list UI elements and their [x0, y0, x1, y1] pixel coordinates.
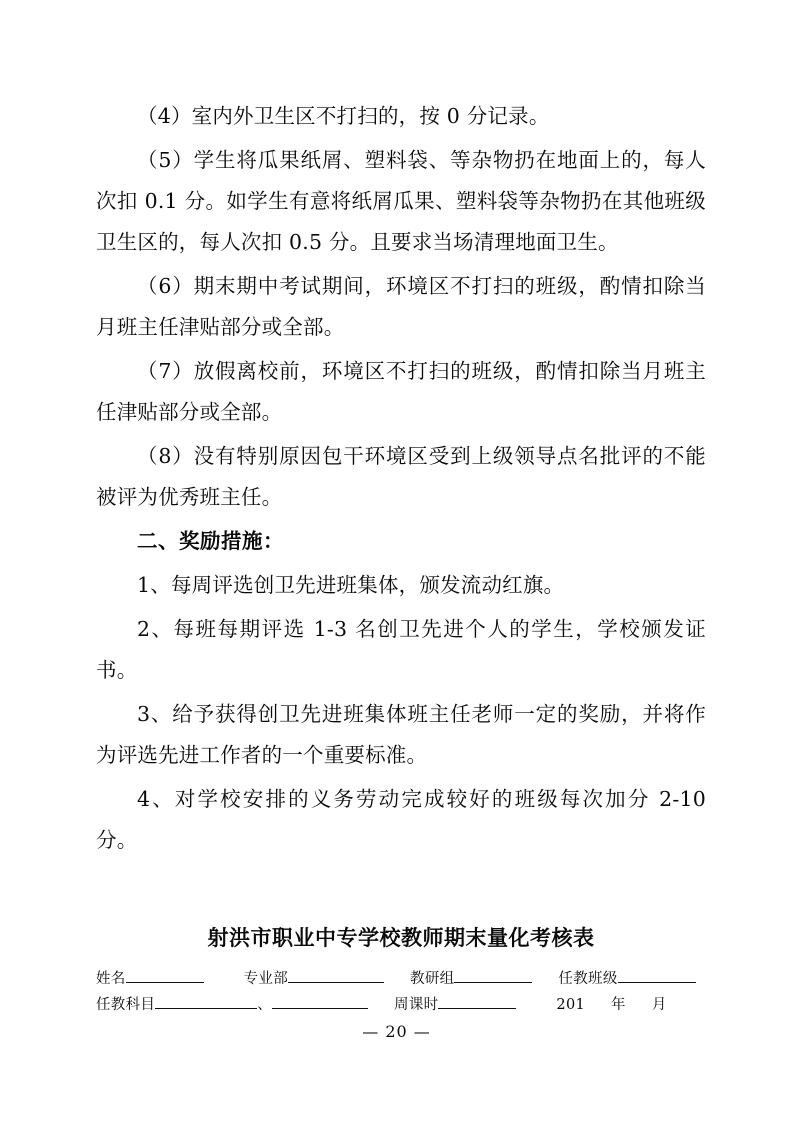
form-separator: 、: [257, 997, 273, 1013]
form-field-weekly-hours[interactable]: [438, 993, 516, 1009]
form-title: 射洪市职业中专学校教师期末量化考核表: [207, 925, 595, 950]
form-label-month-unit: 月: [651, 997, 667, 1013]
form-field-class[interactable]: [618, 967, 696, 983]
paragraph-8: （8）没有特别原因包干环境区受到上级领导点名批评的不能被评为优秀班主任。: [96, 444, 706, 509]
form-field-teaching-group[interactable]: [454, 967, 532, 983]
paragraph-4: （4）室内外卫生区不打扫的，按 0 分记录。: [137, 104, 550, 128]
form-label-department: 专业部: [243, 971, 289, 987]
form-label-year-prefix: 201: [556, 997, 585, 1013]
form-field-subject-1[interactable]: [155, 993, 257, 1009]
paragraph-7: （7）放假离校前，环境区不打扫的班级，酌情扣除当月班主任津贴部分或全部。: [96, 359, 706, 424]
form-label-name: 姓名: [96, 971, 126, 987]
reward-item-4: 4、对学校安排的义务劳动完成较好的班级每次加分 2-10 分。: [96, 787, 706, 852]
form-label-year-unit: 年: [611, 997, 626, 1013]
paragraph-6: （6）期末期中考试期间，环境区不打扫的班级，酌情扣除当月班主任津贴部分或全部。: [96, 274, 706, 339]
form-label-teaching-group: 教研组: [410, 971, 455, 987]
section-heading-rewards: 二、奖励措施：: [137, 529, 284, 553]
page-number: — 20 —: [362, 1022, 431, 1041]
reward-item-2: 2、每班每期评选 1-3 名创卫先进个人的学生，学校颁发证书。: [96, 617, 706, 682]
form-label-subject: 任教科目: [96, 997, 156, 1013]
paragraph-5: （5）学生将瓜果纸屑、塑料袋、等杂物扔在地面上的，每人次扣 0.1 分。如学生有意将纸屑瓜果、塑料袋等杂物扔在其他班级卫生区的，每人次扣 0.5 分。且要求当场清理地面卫生。: [96, 148, 706, 254]
form-row-2: [96, 992, 706, 1018]
form-field-subject-2[interactable]: [272, 993, 368, 1009]
form-field-name[interactable]: [126, 967, 204, 983]
form-field-department[interactable]: [288, 967, 384, 983]
document-body: [96, 96, 706, 1018]
reward-item-3: 3、给予获得创卫先进班集体班主任老师一定的奖励，并将作为评选先进工作者的一个重要标准。: [96, 702, 706, 767]
form-label-weekly-hours: 周课时: [394, 997, 439, 1013]
form-row-1: [96, 966, 706, 992]
form-label-class: 任教班级: [558, 971, 618, 987]
reward-item-1: 1、每周评选创卫先进班集体，颁发流动红旗。: [137, 573, 565, 597]
section-spacer: [96, 864, 706, 922]
